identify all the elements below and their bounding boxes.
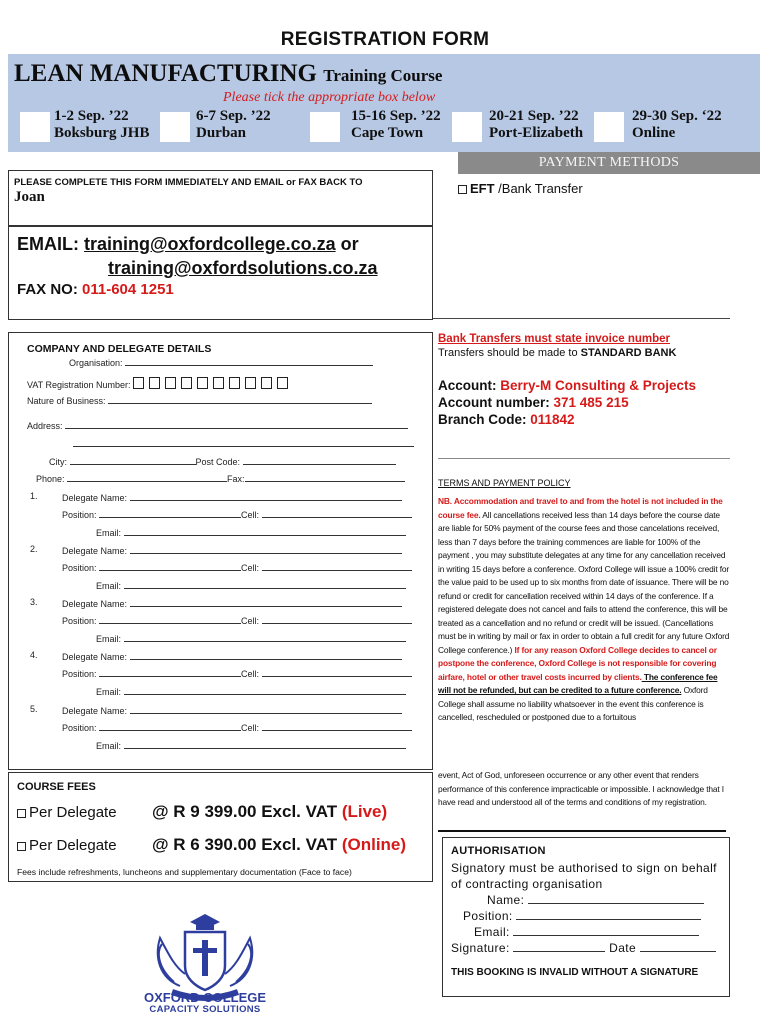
field-label: Address:: [27, 421, 63, 431]
email-line-1: [17, 234, 359, 255]
email-or: or: [335, 234, 359, 254]
fee-label: Per Delegate: [29, 804, 117, 821]
date-option-3: [351, 108, 441, 142]
location-text: Boksburg JHB: [54, 125, 150, 141]
email-link-1[interactable]: training@oxfordcollege.co.za: [84, 234, 336, 254]
location-text: Port-Elizabeth: [489, 125, 584, 141]
field-label: Delegate Name:: [62, 599, 128, 609]
delegate-name-field[interactable]: [62, 704, 402, 716]
vat-digit-box[interactable]: [229, 377, 240, 389]
field-label: Email:: [96, 528, 122, 538]
field-label: Cell:: [241, 723, 260, 733]
course-subtitle: Training Course: [323, 66, 443, 85]
divider: [438, 458, 730, 459]
delegate-email-field[interactable]: [96, 685, 406, 697]
terms-refund-note: The conference fee will not be refunded, but can be credited to a future conference.: [438, 671, 718, 695]
field-label: Position:: [62, 563, 97, 573]
field-label: Name:: [487, 893, 525, 907]
field-label: Cell:: [241, 669, 260, 679]
vat-digit-box[interactable]: [149, 377, 160, 389]
field-label: Cell:: [241, 510, 260, 520]
delegate-number: 5.: [30, 704, 38, 714]
delegate-name-field[interactable]: [62, 597, 402, 609]
vat-digit-box[interactable]: [213, 377, 224, 389]
field-label: Date: [609, 941, 637, 955]
field-label: Email:: [96, 581, 122, 591]
auth-signature-field[interactable]: [451, 941, 716, 955]
vat-digit-box[interactable]: [165, 377, 176, 389]
fax-number: 011-604 1251: [82, 281, 174, 298]
contact-instruction: PLEASE COMPLETE THIS FORM IMMEDIATELY AND EMAIL or FAX BACK TO: [14, 177, 363, 188]
fee-option-online[interactable]: [17, 837, 117, 854]
field-label: Post Code:: [195, 457, 241, 467]
vat-field[interactable]: [27, 377, 293, 390]
branch-code-label: Branch Code:: [438, 412, 531, 427]
bank-note-text: Transfers should be made to: [438, 347, 581, 359]
course-title: [14, 60, 442, 88]
date-text: 6-7 Sep. ’22: [196, 108, 271, 124]
date-option-4: [489, 108, 583, 142]
account-number-label: Account number:: [438, 395, 554, 410]
field-label: Position:: [62, 510, 97, 520]
account-number-value: 371 485 215: [553, 395, 629, 410]
auth-position-field[interactable]: [463, 909, 701, 923]
bank-note: [438, 347, 676, 359]
terms-body-2: Oxford College shall assume no liability whatsoever in the event this conference is cancelled, rescheduled or postponed due to a fortuitous: [438, 685, 708, 722]
delegate-number: 2.: [30, 544, 38, 554]
delegate-email-field[interactable]: [96, 579, 406, 591]
fee-price-online: [152, 835, 406, 855]
bank-transfer-title: Bank Transfers must state invoice number: [438, 333, 670, 345]
eft-option[interactable]: [458, 181, 583, 196]
vat-digit-box[interactable]: [181, 377, 192, 389]
bank-name: STANDARD BANK: [580, 347, 677, 359]
terms-cancel-note: If for any reason Oxford College decides to cancel or postpone the conference, Oxford College is not responsible for covering airfare, hotel or other travel costs incurred by clients.: [438, 644, 717, 682]
vat-digit-box[interactable]: [133, 377, 144, 389]
account-label: Account:: [438, 378, 501, 393]
vat-digit-boxes[interactable]: [133, 380, 293, 390]
auth-name-field[interactable]: [487, 893, 704, 907]
delegate-name-field[interactable]: [62, 544, 402, 556]
eft-label-rest: /Bank Transfer: [494, 181, 583, 196]
form-title: REGISTRATION FORM: [280, 29, 490, 50]
field-label: City:: [49, 457, 67, 467]
date-checkbox-2[interactable]: [160, 112, 190, 142]
field-label: Email:: [96, 741, 122, 751]
fee-price: @ R 9 399.00 Excl. VAT: [152, 802, 342, 821]
delegate-position-field[interactable]: [62, 614, 412, 626]
fee-price: @ R 6 390.00 Excl. VAT: [152, 835, 342, 854]
field-label: Organisation:: [69, 358, 123, 368]
address-field-2[interactable]: [73, 437, 414, 449]
authorisation-text: Signatory must be authorised to sign on behalf of contracting organisation: [451, 861, 717, 891]
vat-digit-box[interactable]: [261, 377, 272, 389]
branch-code-value: 011842: [530, 412, 575, 427]
location-text: Online: [632, 125, 676, 141]
location-text: Cape Town: [351, 125, 424, 141]
date-text: 1-2 Sep. ’22: [54, 108, 129, 124]
field-label: Phone:: [36, 474, 65, 484]
delegate-email-field[interactable]: [96, 632, 406, 644]
logo-text: OXFORD COLLEGE: [143, 990, 267, 1005]
field-label: Email:: [474, 925, 510, 939]
delegate-number: 3.: [30, 597, 38, 607]
invalid-without-signature: THIS BOOKING IS INVALID WITHOUT A SIGNATURE: [451, 967, 699, 978]
field-label: Cell:: [241, 616, 260, 626]
field-label: Position:: [62, 723, 97, 733]
date-checkbox-3[interactable]: [310, 112, 340, 142]
terms-title: TERMS AND PAYMENT POLICY: [438, 478, 571, 488]
field-label: Position:: [463, 909, 513, 923]
company-details-header: COMPANY AND DELEGATE DETAILS: [27, 343, 212, 355]
authorisation-title: AUTHORISATION: [451, 845, 546, 857]
business-field[interactable]: [27, 394, 372, 406]
delegate-position-field[interactable]: [62, 561, 412, 573]
course-name: LEAN MANUFACTURING: [14, 60, 318, 87]
fee-tag: (Online): [341, 835, 407, 854]
fee-label: Per Delegate: [29, 837, 117, 854]
payment-methods-header: PAYMENT METHODS: [458, 152, 760, 174]
vat-digit-box[interactable]: [197, 377, 208, 389]
field-label: VAT Registration Number:: [27, 380, 131, 390]
account-details: [438, 377, 696, 428]
delegate-position-field[interactable]: [62, 667, 412, 679]
fee-price-live: [152, 802, 387, 822]
field-label: Nature of Business:: [27, 396, 106, 406]
email-link-2[interactable]: training@oxfordsolutions.co.za: [108, 258, 378, 278]
fax-line: [17, 281, 174, 298]
field-label: Email:: [96, 687, 122, 697]
location-text: Durban: [196, 125, 247, 141]
field-label: Cell:: [241, 563, 260, 573]
account-number-row: [438, 394, 696, 411]
date-text: 20-21 Sep. ’22: [489, 108, 579, 124]
date-text: 15-16 Sep. ’22: [351, 108, 441, 124]
account-value: Berry-M Consulting & Projects: [500, 378, 697, 393]
date-option-2: [196, 108, 271, 142]
branch-code-row: [438, 411, 696, 428]
address-field[interactable]: [27, 419, 408, 431]
organisation-field[interactable]: [69, 356, 373, 368]
field-label: Delegate Name:: [62, 493, 128, 503]
delegate-name-field[interactable]: [62, 650, 402, 662]
fee-option-live[interactable]: [17, 804, 117, 821]
delegate-number: 4.: [30, 650, 38, 660]
terms-body: All cancellations received less than 14 days before the course date are liable for 50% payment of the course fees and those cancelations received, less than 7 days before the training commences are liable for 100% of the payment , you may substitute delegates at any time for any cancellation received in writing 15 days before a conference. Oxford College will issue a 100% credit for the value paid to be used up to six months from date of issuance. There will be no refund or credit for cancellation received within 14 days of the conference. If a registered delegate does not cancel and fails to attend the conference, this will be treated as a cancellation and no refund or credit will be issued. (Cancellations must be in writing by mail or fax in order to obtain a full credit for any future Oxford College conference.): [438, 509, 730, 655]
terms-nb: NB. Accommodation and travel to and from the hotel is not included in the course fee.: [438, 496, 723, 520]
field-label: Delegate Name:: [62, 546, 128, 556]
delegate-position-field[interactable]: [62, 721, 412, 733]
eft-checkbox[interactable]: [458, 185, 467, 194]
account-row: [438, 377, 696, 394]
field-label: Position:: [62, 669, 97, 679]
delegate-name-field[interactable]: [62, 491, 402, 503]
vat-digit-box[interactable]: [277, 377, 288, 389]
eft-label: EFT: [470, 181, 495, 196]
logo-subtext: CAPACITY SOLUTIONS: [149, 1004, 261, 1015]
date-checkbox-5[interactable]: [594, 112, 624, 142]
field-label: Fax:: [227, 474, 245, 484]
delegate-email-field[interactable]: [96, 739, 406, 751]
phone-field[interactable]: [36, 472, 405, 484]
date-checkbox-1[interactable]: [20, 112, 50, 142]
contact-name: Joan: [14, 189, 45, 205]
date-option-5: [632, 108, 722, 142]
date-checkbox-4[interactable]: [452, 112, 482, 142]
field-label: Delegate Name:: [62, 652, 128, 662]
terms-text: [438, 495, 730, 725]
terms-continued: event, Act of God, unforeseen occurrence or any other event that renders performance of this conference impracticable or impossible. I acknowledge that I have read and understood all of the terms and conditions of my registration.: [438, 770, 724, 807]
delegate-email-field[interactable]: [96, 526, 406, 538]
fee-checkbox[interactable]: [17, 809, 26, 818]
fax-label: FAX NO:: [17, 281, 83, 298]
auth-email-field[interactable]: [474, 925, 699, 939]
tick-instruction: Please tick the appropriate box below: [223, 90, 436, 105]
vat-digit-box[interactable]: [245, 377, 256, 389]
delegate-number: 1.: [30, 491, 38, 501]
delegate-position-field[interactable]: [62, 508, 412, 520]
date-text: 29-30 Sep. ‘22: [632, 108, 722, 124]
fee-tag: (Live): [341, 802, 388, 821]
fees-note: Fees include refreshments, luncheons and supplementary documentation (Face to face): [17, 867, 352, 877]
fee-checkbox[interactable]: [17, 842, 26, 851]
field-label: Position:: [62, 616, 97, 626]
field-label: Email:: [96, 634, 122, 644]
date-option-1: [54, 108, 149, 142]
field-label: Delegate Name:: [62, 706, 128, 716]
divider: [433, 318, 730, 319]
email-label: EMAIL:: [17, 234, 84, 254]
course-fees-header: COURSE FEES: [17, 781, 96, 793]
city-field[interactable]: [49, 455, 396, 467]
field-label: Signature:: [451, 941, 510, 955]
divider: [438, 830, 726, 832]
